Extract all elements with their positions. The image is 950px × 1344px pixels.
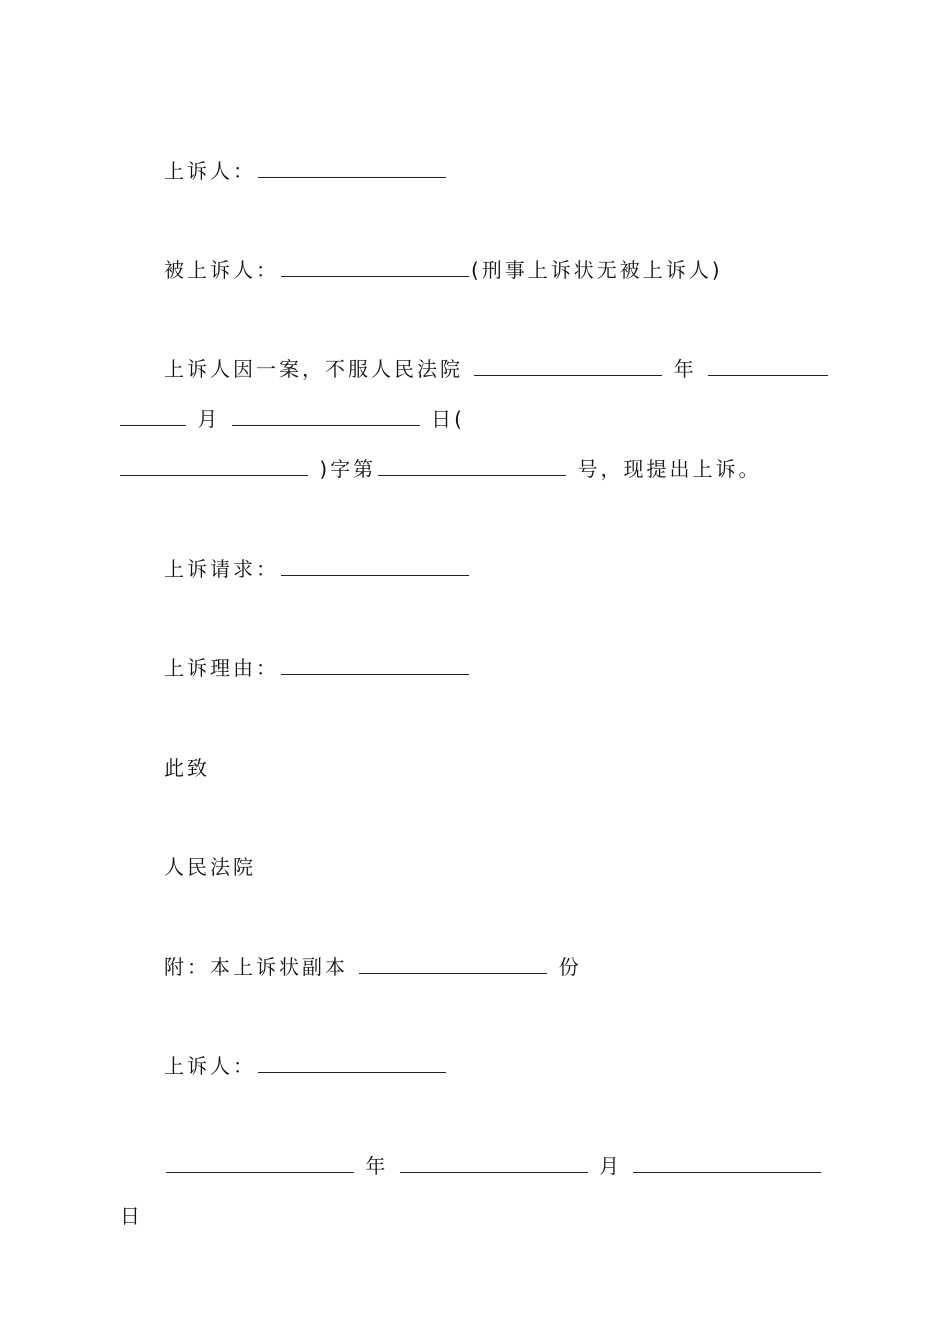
request-line xyxy=(164,555,471,583)
sign-day-blank[interactable] xyxy=(633,1152,821,1173)
case-number-line xyxy=(118,455,762,483)
case-intro-line xyxy=(164,355,830,383)
sign-month-label: 月 xyxy=(599,1154,623,1178)
sign-date-line xyxy=(164,1152,823,1180)
year-label: 年 xyxy=(673,357,697,381)
signer-label: 上诉人： xyxy=(164,1054,256,1078)
month-label: 月 xyxy=(197,407,221,431)
reason-label: 上诉理由： xyxy=(164,656,279,680)
signer-blank[interactable] xyxy=(258,1052,446,1073)
request-blank[interactable] xyxy=(281,555,469,576)
sign-year-blank[interactable] xyxy=(166,1152,354,1173)
appellant-line xyxy=(164,157,448,185)
appellee-blank[interactable] xyxy=(281,256,469,277)
hao-end-text: 号，现提出上诉。 xyxy=(577,457,762,481)
zi-di-label: )字第 xyxy=(319,457,377,481)
case-number-blank[interactable] xyxy=(378,455,566,476)
appellant-blank[interactable] xyxy=(258,157,446,178)
cizhi-text: 此致 xyxy=(164,756,210,780)
judgment-day-blank[interactable] xyxy=(232,405,420,426)
cizhi-line xyxy=(164,754,210,782)
attachment-line xyxy=(164,953,582,981)
judgment-year-blank[interactable] xyxy=(474,355,662,376)
attachment-label: 附：本上诉状副本 xyxy=(164,955,348,979)
sign-day-line xyxy=(120,1202,143,1230)
sign-year-label: 年 xyxy=(365,1154,389,1178)
judgment-month-blank-part2[interactable] xyxy=(120,405,186,426)
copies-label: 份 xyxy=(558,955,582,979)
case-date-line xyxy=(118,405,465,433)
case-intro-text: 上诉人因一案，不服人民法院 xyxy=(164,357,463,381)
signer-line xyxy=(164,1052,448,1080)
reason-blank[interactable] xyxy=(281,654,469,675)
copies-blank[interactable] xyxy=(359,953,547,974)
appellee-line xyxy=(164,256,723,284)
judgment-month-blank-part1[interactable] xyxy=(708,355,828,376)
court-text: 人民法院 xyxy=(164,855,256,879)
sign-day-label: 日 xyxy=(120,1204,143,1228)
appellee-label: 被上诉人： xyxy=(164,258,279,282)
reason-line xyxy=(164,654,471,682)
court-line xyxy=(164,853,256,881)
sign-month-blank[interactable] xyxy=(400,1152,588,1173)
appellee-note: (刑事上诉状无被上诉人) xyxy=(471,258,723,282)
appellant-label: 上诉人： xyxy=(164,159,256,183)
case-code-blank[interactable] xyxy=(120,455,308,476)
day-paren-label: 日( xyxy=(431,407,465,431)
request-label: 上诉请求： xyxy=(164,557,279,581)
